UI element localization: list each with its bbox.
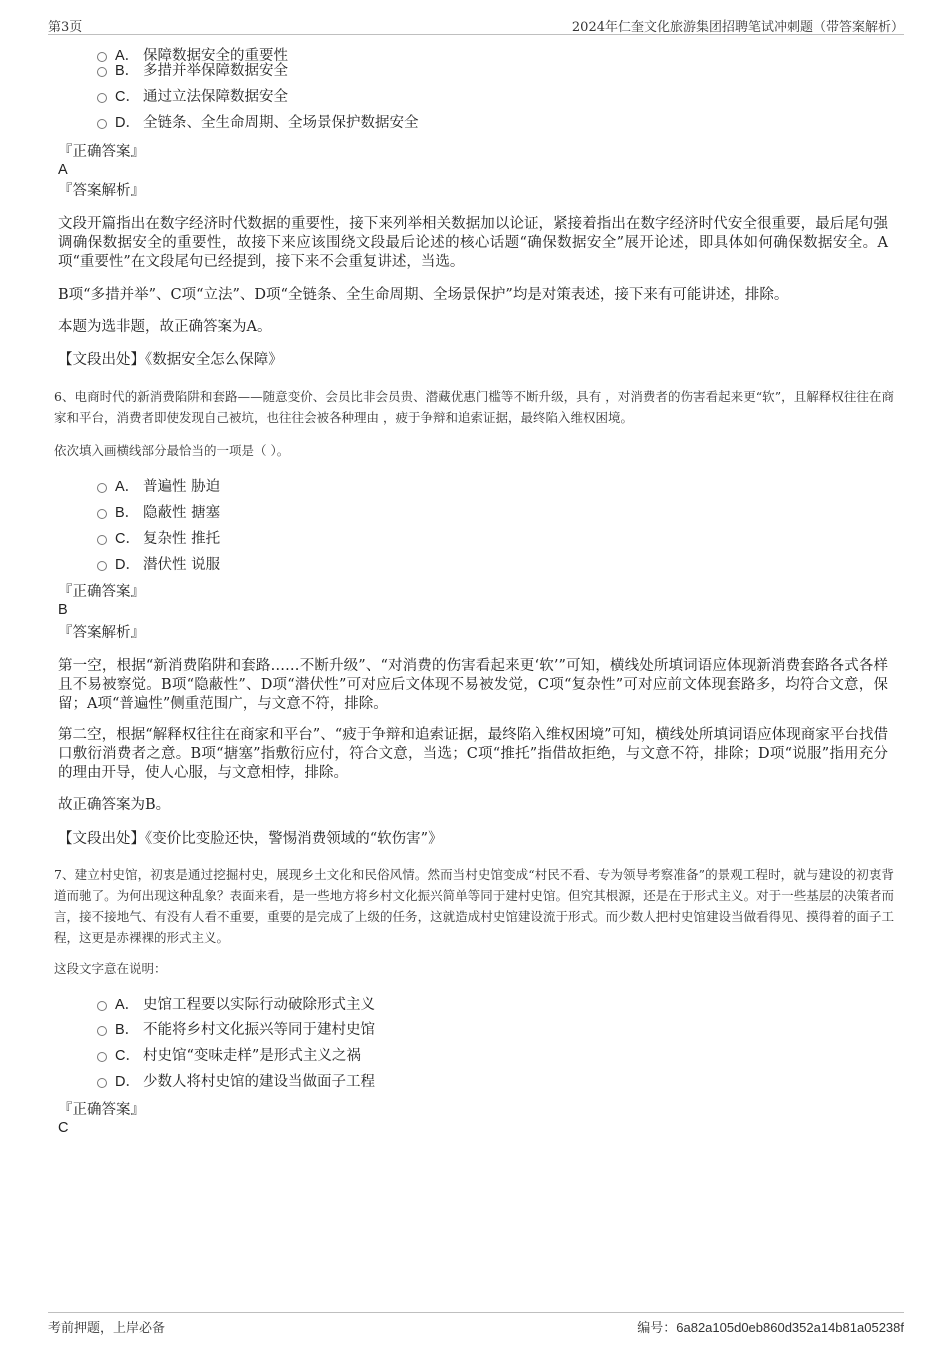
q6-analysis-1: 第一空，根据“新消费陷阱和套路……不断升级”、“对消费的伤害看起来更‘软’”可知，横线处所填词语应体现新消费套路各式各样且不易被察觉。B项“隐蔽性”、D项“潜伏性”可对应后文体现不易被发觉，C项“复杂性”可对应前文体现套路多，均符合文意，保留；A项“普遍性”侧重范围广，与文意不符，排除。	[58, 658, 888, 712]
q5-option-b[interactable]: B． 多措并举保障数据安全	[97, 62, 288, 80]
q7-option-c[interactable]: C． 村史馆“变味走样”是形式主义之祸	[97, 1047, 361, 1065]
radio-icon[interactable]	[97, 535, 107, 545]
q6-option-d[interactable]: D． 潜伏性 说服	[97, 556, 220, 574]
radio-icon[interactable]	[97, 1078, 107, 1088]
q6-option-a[interactable]: A． 普遍性 胁迫	[97, 478, 220, 496]
q7-answer-label: 『正确答案』	[58, 1102, 145, 1118]
page-number: 第3页	[48, 20, 83, 35]
q6-answer-label: 『正确答案』	[58, 584, 145, 600]
q7-option-b[interactable]: B． 不能将乡村文化振兴等同于建村史馆	[97, 1021, 375, 1039]
q6-prompt: 依次填入画横线部分最恰当的一项是（ ）。	[54, 443, 290, 458]
q5-source: 【文段出处】《数据安全怎么保障》	[58, 352, 283, 368]
radio-icon[interactable]	[97, 67, 107, 77]
radio-icon[interactable]	[97, 1052, 107, 1062]
q6-option-b[interactable]: B． 隐蔽性 搪塞	[97, 504, 220, 522]
footer-slogan: 考前押题，上岸必备	[48, 1321, 166, 1336]
q5-option-d[interactable]: D． 全链条、全生命周期、全场景保护数据安全	[97, 114, 419, 132]
radio-icon[interactable]	[97, 93, 107, 103]
q6-analysis-3: 故正确答案为B。	[58, 797, 171, 813]
document-title: 2024年仁奎文化旅游集团招聘笔试冲刺题（带答案解析）	[571, 20, 904, 35]
q7-stem: 7、建立村史馆，初衷是通过挖掘村史，展现乡土文化和民俗风情。然而当村史馆变成“村民不看、专为领导考察准备”的景观工程时，就与建设的初衷背道而驰了。为何出现这种乱象？表面来看，是一些地方将乡村文化振兴简单等同于建村史馆。但究其根源，还是在于形式主义。对于一些基层的决策者而言，接不接地气、有没有人看不重要，重要的是完成了上级的任务，这就造成村史馆建设流于形式。而少数人把村史馆建设当做看得见、摸得着的面子工程，这更是赤裸裸的形式主义。	[54, 867, 894, 945]
q6-answer: B	[58, 602, 68, 618]
q5-analysis-1: 文段开篇指出在数字经济时代数据的重要性，接下来列举相关数据加以论证，紧接着指出在数字经济时代安全很重要，最后尾句强调确保数据安全的重要性，故接下来应该围绕文段最后论述的核心话题“确保数据安全”展开论述，即具体如何确保数据安全。A项“重要性”在文段尾句已经提到，接下来不会重复讲述，当选。	[58, 216, 888, 270]
radio-icon[interactable]	[97, 509, 107, 519]
q5-analysis-3: 本题为选非题，故正确答案为A。	[58, 319, 272, 335]
q5-analysis-2: B项“多措并举”、C项“立法”、D项“全链条、全生命周期、全场景保护”均是对策表述，接下来有可能讲述，排除。	[58, 287, 789, 303]
q5-option-c[interactable]: C． 通过立法保障数据安全	[97, 88, 288, 106]
q7-option-a[interactable]: A． 史馆工程要以实际行动破除形式主义	[97, 996, 375, 1014]
radio-icon[interactable]	[97, 561, 107, 571]
q5-analysis-label: 『答案解析』	[58, 183, 145, 199]
radio-icon[interactable]	[97, 52, 107, 62]
q6-analysis-label: 『答案解析』	[58, 625, 145, 641]
q7-option-d[interactable]: D． 少数人将村史馆的建设当做面子工程	[97, 1073, 375, 1091]
q6-stem: 6、电商时代的新消费陷阱和套路——随意变价、会员比非会员贵、潜藏优惠门槛等不断升级，具有 ，对消费者的伤害看起来更“软”，且解释权往往在商家和平台，消费者即使发现自己被坑，也往往会被各种理由 ，疲于争辩和追索证据，最终陷入维权困境。	[54, 389, 894, 425]
q7-answer: C	[58, 1120, 69, 1136]
radio-icon[interactable]	[97, 1026, 107, 1036]
q7-prompt: 这段文字意在说明：	[54, 961, 167, 976]
q5-answer-label: 『正确答案』	[58, 144, 145, 160]
q5-answer: A	[58, 162, 68, 178]
radio-icon[interactable]	[97, 119, 107, 129]
q6-option-c[interactable]: C． 复杂性 推托	[97, 530, 220, 548]
q6-analysis-2: 第二空，根据“解释权往往在商家和平台”、“疲于争辩和追索证据，最终陷入维权困境”可知，横线处所填词语应体现商家平台找借口敷衍消费者之意。B项“搪塞”指敷衍应付，符合文意，当选；C项“推托”指借故拒绝，与文意不符，排除；D项“说服”指用充分的理由开导，使人心服，与文意相悖，排除。	[58, 727, 888, 781]
q6-source: 【文段出处】《变价比变脸还快，警惕消费领域的“软伤害”》	[58, 831, 443, 847]
radio-icon[interactable]	[97, 1001, 107, 1011]
q5-option-a[interactable]: A． 保障数据安全的重要性	[97, 47, 288, 65]
radio-icon[interactable]	[97, 483, 107, 493]
footer-code: 编号：6a82a105d0eb860d352a14b81a05238f	[637, 1320, 904, 1336]
page-footer	[48, 1312, 904, 1335]
page-header	[48, 14, 904, 35]
